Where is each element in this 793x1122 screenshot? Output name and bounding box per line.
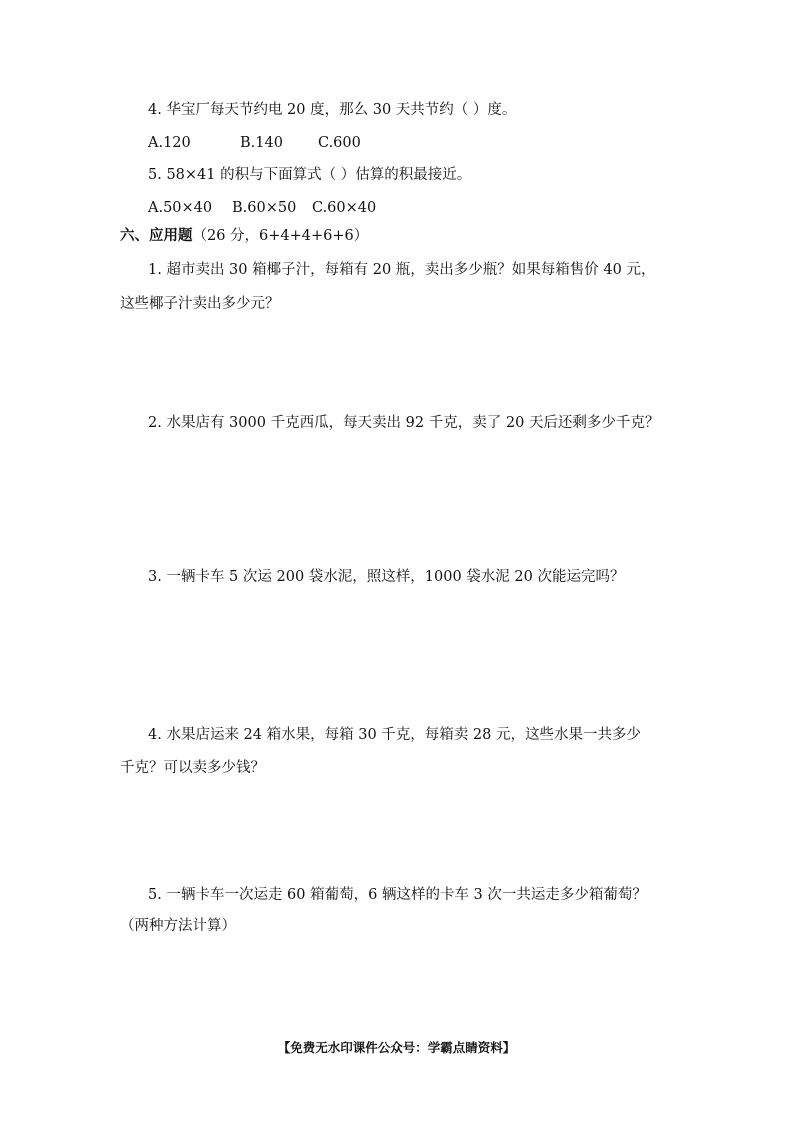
question-5-option-b: B.60×50 xyxy=(232,200,297,216)
question-5-option-a: A.50×40 xyxy=(148,200,213,216)
section-score: （26 分，6+4+4+6+6） xyxy=(192,228,369,244)
question-4-option-a: A.120 xyxy=(148,135,191,151)
question-4-text: 4. 华宝厂每天节约电 20 度，那么 30 天共节约（ ）度。 xyxy=(148,102,517,118)
word-problem-5-line-2: （两种方法计算） xyxy=(120,918,236,934)
question-4-option-b: B.140 xyxy=(240,135,283,151)
question-4-option-c: C.600 xyxy=(318,135,361,151)
word-problem-3-line-1: 3. 一辆卡车 5 次运 200 袋水泥，照这样，1000 袋水泥 20 次能运完吗？ xyxy=(148,569,625,585)
word-problem-1-line-1: 1. 超市卖出 30 箱椰子汁，每箱有 20 瓶，卖出多少瓶？如果每箱售价 40 元， xyxy=(148,262,656,278)
section-title: 六、应用题 xyxy=(120,228,193,244)
word-problem-4-line-1: 4. 水果店运来 24 箱水果，每箱 30 千克，每箱卖 28 元，这些水果一共多少 xyxy=(148,727,641,743)
question-5-option-c: C.60×40 xyxy=(312,200,377,216)
word-problem-5-line-1: 5. 一辆卡车一次运走 60 箱葡萄，6 辆这样的卡车 3 次一共运走多少箱葡萄？ xyxy=(148,887,647,903)
word-problem-4-line-2: 千克？可以卖多少钱？ xyxy=(120,760,265,776)
word-problem-2-line-1: 2. 水果店有 3000 千克西瓜，每天卖出 92 千克，卖了 20 天后还剩多少千克？ xyxy=(148,415,660,431)
word-problem-1-line-2: 这些椰子汁卖出多少元？ xyxy=(120,296,280,312)
footer-notice: 【免费无水印课件公众号：学霸点睛资料】 xyxy=(277,1040,516,1055)
section-heading xyxy=(120,226,368,246)
question-5-text: 5. 58×41 的积与下面算式（ ）估算的积最接近。 xyxy=(148,167,472,183)
